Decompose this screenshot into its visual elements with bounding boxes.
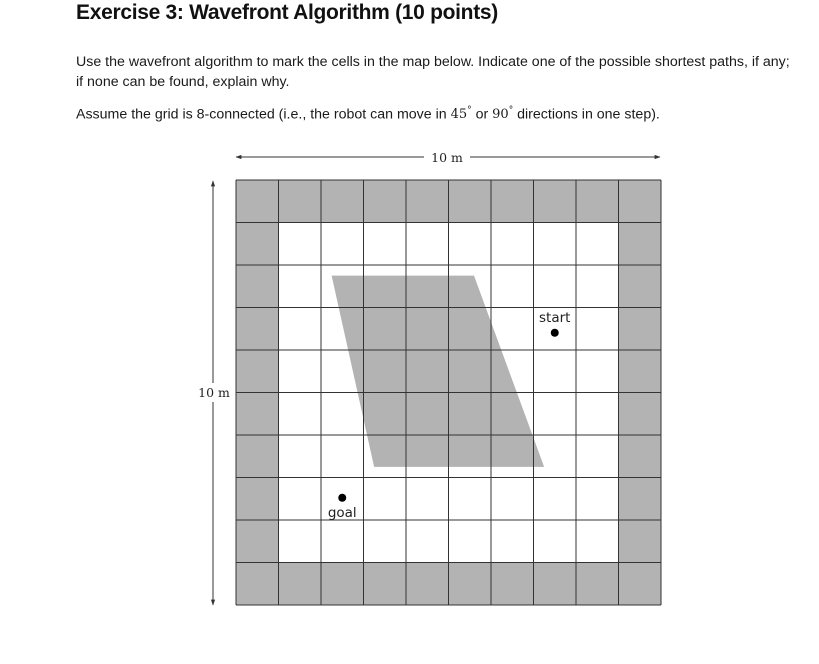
occupied-cell (449, 180, 492, 223)
free-cell (364, 520, 407, 563)
occupied-cell (619, 393, 662, 436)
free-cell (576, 520, 619, 563)
free-cell (364, 223, 407, 266)
occupied-cell (619, 223, 662, 266)
assumption-prefix: Assume the grid is 8-connected (i.e., the robot can move in (76, 106, 451, 123)
occupied-cell (619, 265, 662, 308)
free-cell (534, 520, 577, 563)
assumption-suffix: directions in one step). (513, 106, 660, 123)
assumption-middle: or (471, 106, 493, 123)
free-cell (321, 223, 364, 266)
occupied-cell (236, 308, 279, 351)
occupied-cell (576, 563, 619, 606)
free-cell (321, 435, 364, 478)
instructions-paragraph: Use the wavefront algorithm to mark the cells in the map below. Indicate one of the possible shortest paths, if any; if none can be found, explain why. (76, 54, 790, 90)
occupied-cell (406, 180, 449, 223)
occupied-cell (236, 478, 279, 521)
occupied-cell (534, 563, 577, 606)
free-cell (491, 265, 534, 308)
occupied-cell (406, 563, 449, 606)
free-cell (279, 223, 322, 266)
free-cell (279, 350, 322, 393)
free-cell (576, 223, 619, 266)
start-marker (551, 329, 559, 337)
occupied-cell (364, 180, 407, 223)
free-cell (491, 520, 534, 563)
free-cell (576, 393, 619, 436)
free-cell (321, 393, 364, 436)
occupied-cell (619, 180, 662, 223)
occupied-cell (619, 520, 662, 563)
occupied-cell (619, 563, 662, 606)
occupied-cell (236, 393, 279, 436)
occupied-cell (619, 350, 662, 393)
free-cell (534, 223, 577, 266)
free-cell (279, 478, 322, 521)
free-cell (449, 478, 492, 521)
free-cell (576, 265, 619, 308)
free-cell (279, 520, 322, 563)
free-cell (279, 308, 322, 351)
occupied-cell (619, 435, 662, 478)
free-cell (491, 223, 534, 266)
free-cell (534, 265, 577, 308)
occupied-cell (236, 223, 279, 266)
goal-marker (338, 494, 346, 502)
free-cell (406, 478, 449, 521)
free-cell (449, 223, 492, 266)
occupied-cell (364, 563, 407, 606)
angle-45: 45° (450, 106, 472, 123)
occupied-cell (491, 180, 534, 223)
free-cell (576, 435, 619, 478)
occupied-cell (619, 478, 662, 521)
free-cell (576, 478, 619, 521)
occupied-cell (279, 563, 322, 606)
occupied-cell (236, 520, 279, 563)
occupied-cell (236, 563, 279, 606)
free-cell (576, 350, 619, 393)
goal-label: goal (327, 504, 357, 521)
free-cell (576, 308, 619, 351)
free-cell (534, 393, 577, 436)
occupied-cell (236, 350, 279, 393)
free-cell (449, 520, 492, 563)
occupied-cell (491, 563, 534, 606)
height-dimension-label: 10 m (198, 385, 230, 400)
free-cell (279, 435, 322, 478)
free-cell (534, 350, 577, 393)
free-cell (279, 393, 322, 436)
occupied-cell (279, 180, 322, 223)
occupied-cell (321, 563, 364, 606)
free-cell (491, 478, 534, 521)
free-cell (279, 265, 322, 308)
width-dimension-label: 10 m (431, 150, 463, 165)
occupied-cell (534, 180, 577, 223)
occupied-cell (619, 308, 662, 351)
occupied-cell (236, 180, 279, 223)
free-cell (364, 478, 407, 521)
occupied-cell (236, 265, 279, 308)
free-cell (321, 520, 364, 563)
free-cell (406, 223, 449, 266)
free-cell (406, 520, 449, 563)
page-title: Exercise 3: Wavefront Algorithm (10 points) (76, 1, 498, 24)
angle-90: 90° (492, 106, 514, 123)
occupied-cell (576, 180, 619, 223)
start-label: start (539, 309, 571, 326)
free-cell (534, 478, 577, 521)
occupied-cell (449, 563, 492, 606)
occupied-cell (321, 180, 364, 223)
occupied-cell (236, 435, 279, 478)
